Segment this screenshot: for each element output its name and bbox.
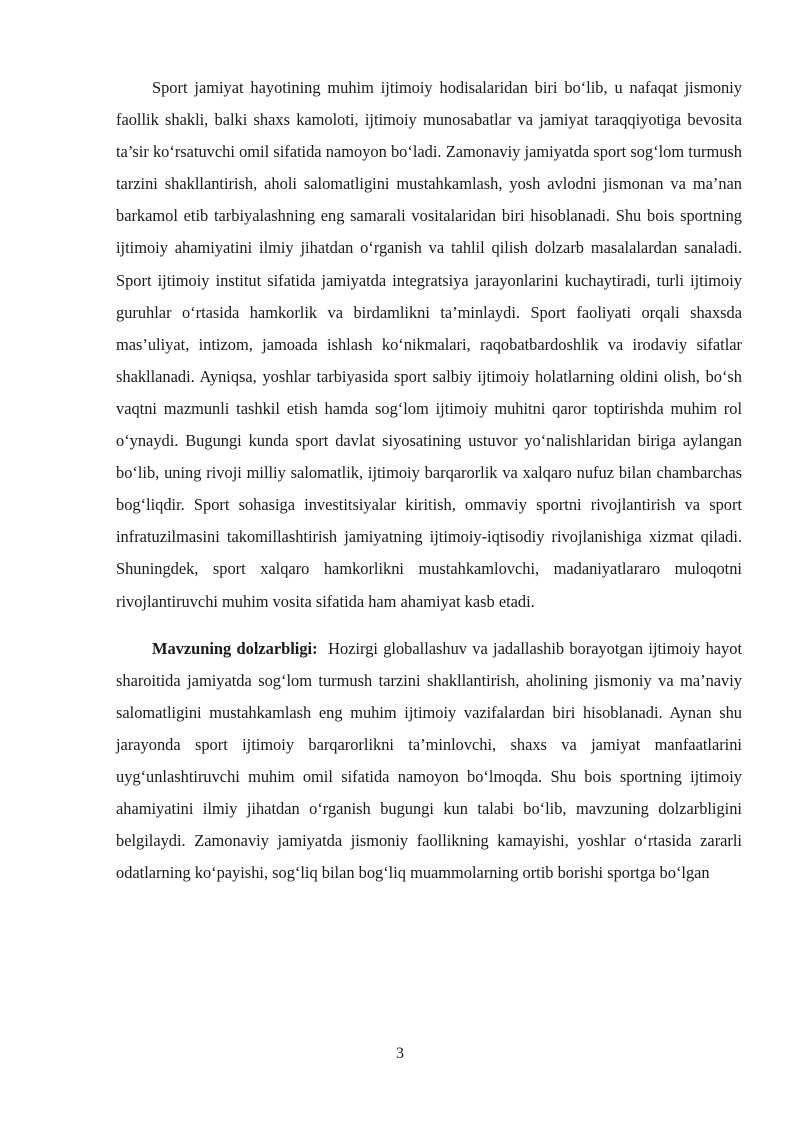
page-number: 3	[396, 1045, 404, 1062]
document-page	[116, 72, 742, 889]
paragraph-text: Sport jamiyat hayotining muhim ijtimoiy hodisalaridan biri bo‘lib, u nafaqat jismoniy faollik shakli, balki shaxs kamoloti, ijtimoiy munosabatlar va jamiyat taraqqiyotiga bevosita ta’sir ko‘rsatuvchi omil sifatida namoyon bo‘ladi. Zamonaviy jamiyatda sport sog‘lom turmush tarzini shakllantirish, aholi salomatligini mustahkamlash, yosh avlodni jismonan va ma’nan barkamol etib tarbiyalashning eng samarali vositalaridan biri hisoblanadi. Shu bois sportning ijtimoiy ahamiyatini ilmiy jihatdan o‘rganish va tahlil qilish dolzarb masalalardan sanaladi. Sport ijtimoiy institut sifatida jamiyatda integratsiya jarayonlarini kuchaytiradi, turli ijtimoiy guruhlar o‘rtasida hamkorlik va birdamlikni ta’minlaydi. Sport faoliyati orqali shaxsda mas’uliyat, intizom, jamoada ishlash ko‘nikmalari, raqobatbardoshlik va irodaviy sifatlar shakllanadi. Ayniqsa, yoshlar tarbiyasida sport salbiy ijtimoiy holatlarning oldini olish, bo‘sh vaqtni mazmunli tashkil etish hamda sog‘lom ijtimoiy muhitni qaror toptirishda muhim rol o‘ynaydi. Bugungi kunda sport davlat siyosatining ustuvor yo‘nalishlaridan biriga aylangan bo‘lib, uning rivoji milliy salomatlik, ijtimoiy barqarorlik va xalqaro nufuz bilan chambarchas bog‘liqdir. Sport sohasiga investitsiyalar kiritish, ommaviy sportni rivojlantirish va sport infratuzilmasini takomillashtirish jamiyatning ijtimoiy-iqtisodiy rivojlanishiga xizmat qiladi. Shuningdek, sport xalqaro hamkorlikni mustahkamlovchi, madaniyatlararo muloqotni rivojlantiruvchi muhim vosita sifatida ham ahamiyat kasb etadi.	[116, 78, 742, 611]
paragraph-text: Hozirgi globallashuv va jadallashib borayotgan ijtimoiy hayot sharoitida jamiyatda sog‘lom turmush tarzini shakllantirish, aholining jismoniy va ma’naviy salomatligini mustahkamlash eng muhim ijtimoiy vazifalardan biri hisoblanadi. Aynan shu jarayonda sport ijtimoiy barqarorlikni ta’minlovchi, shaxs va jamiyat manfaatlarini uyg‘unlashtiruvchi muhim omil sifatida namoyon bo‘lmoqda. Shu bois sportning ijtimoiy ahamiyatini ilmiy jihatdan o‘rganish bugungi kun talabi bo‘lib, mavzuning dolzarbligini belgilaydi. Zamonaviy jamiyatda jismoniy faollikning kamayishi, yoshlar o‘rtasida zararli odatlarning ko‘payishi, sog‘liq bilan bog‘liq muammolarning ortib borishi sportga bo‘lgan	[116, 638, 743, 883]
body-paragraph	[116, 72, 742, 618]
relevance-paragraph	[116, 633, 742, 890]
relevance-heading: Mavzuning dolzarbligi:	[152, 638, 318, 658]
